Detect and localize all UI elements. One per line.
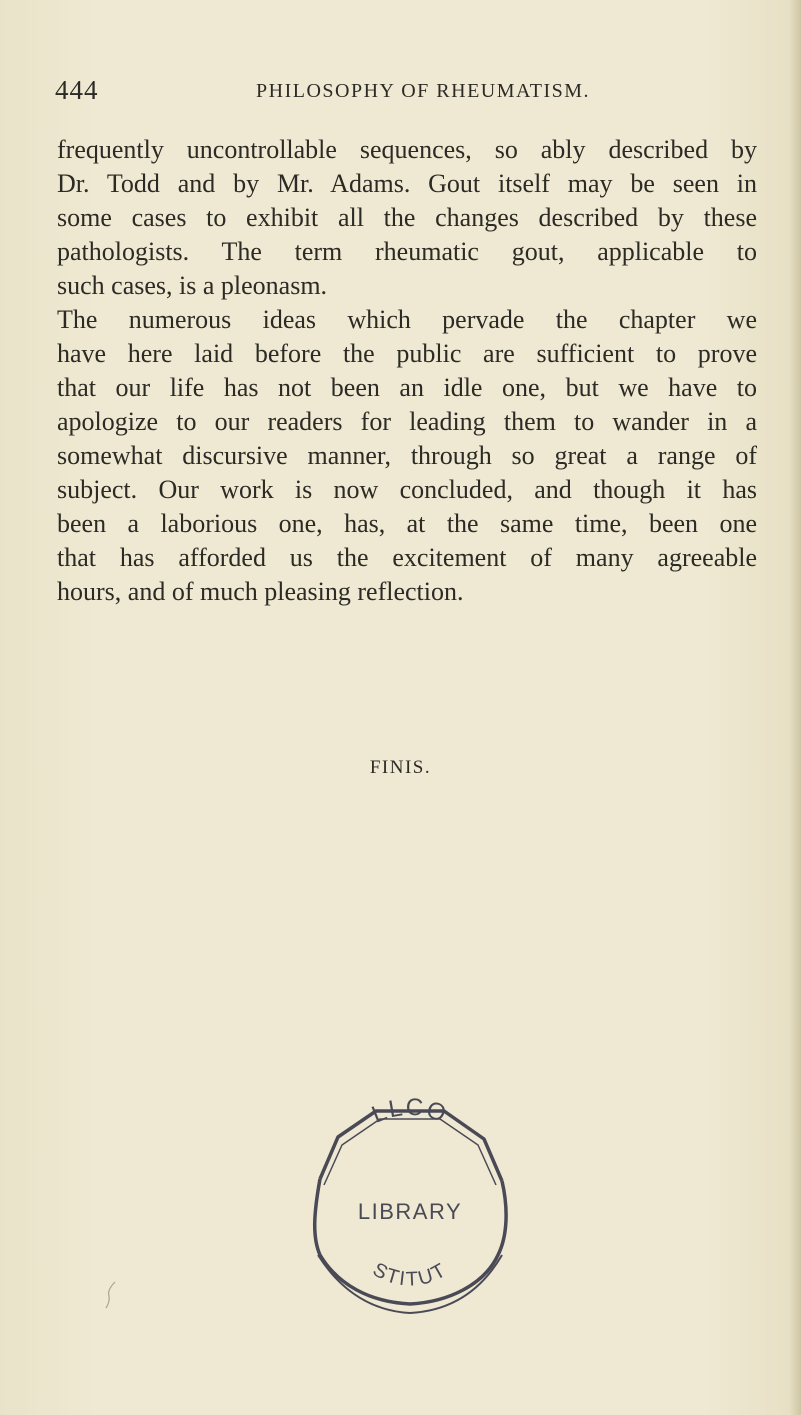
text-line: Dr. Todd and by Mr. Adams. Gout itself may be seen in xyxy=(57,169,757,198)
text-line: that has afforded us the excitement of many agreeable xyxy=(57,543,757,572)
library-stamp xyxy=(298,1087,522,1322)
text-line: that our life has not been an idle one, but we have to xyxy=(57,373,757,402)
text-line: frequently uncontrollable sequences, so ably described by xyxy=(57,135,757,164)
page-header xyxy=(55,75,745,115)
text-line: some cases to exhibit all the changes described by these xyxy=(57,203,757,232)
text-line: somewhat discursive manner, through so great a range of xyxy=(57,441,757,470)
text-line: pathologists. The term rheumatic gout, applicable to xyxy=(57,237,757,266)
text-line: apologize to our readers for leading them to wander in a xyxy=(57,407,757,436)
text-line: The numerous ideas which pervade the chapter we xyxy=(57,305,757,334)
text-line: hours, and of much pleasing reflection. xyxy=(57,577,464,606)
stamp-center-text: LIBRARY xyxy=(357,1199,463,1224)
text-line: subject. Our work is now concluded, and though it has xyxy=(57,475,757,504)
library-stamp-graphic xyxy=(298,1087,522,1322)
page-edge-shadow xyxy=(789,0,801,1415)
stamp-outer-top xyxy=(320,1111,502,1181)
page-number: 444 xyxy=(55,75,99,105)
text-line: have here laid before the public are sufficient to prove xyxy=(57,339,757,368)
text-line: such cases, is a pleonasm. xyxy=(57,271,328,300)
finis-label: FINIS. xyxy=(369,757,432,778)
stamp-bottom-text: STITUT xyxy=(368,1258,452,1291)
text-line: been a laborious one, has, at the same time, been one xyxy=(57,509,757,538)
body-text xyxy=(57,133,757,609)
stamp-top-text: LLCO xyxy=(367,1093,452,1129)
running-title: PHILOSOPHY OF RHEUMATISM. xyxy=(256,80,591,102)
pencil-mark xyxy=(103,1280,117,1310)
